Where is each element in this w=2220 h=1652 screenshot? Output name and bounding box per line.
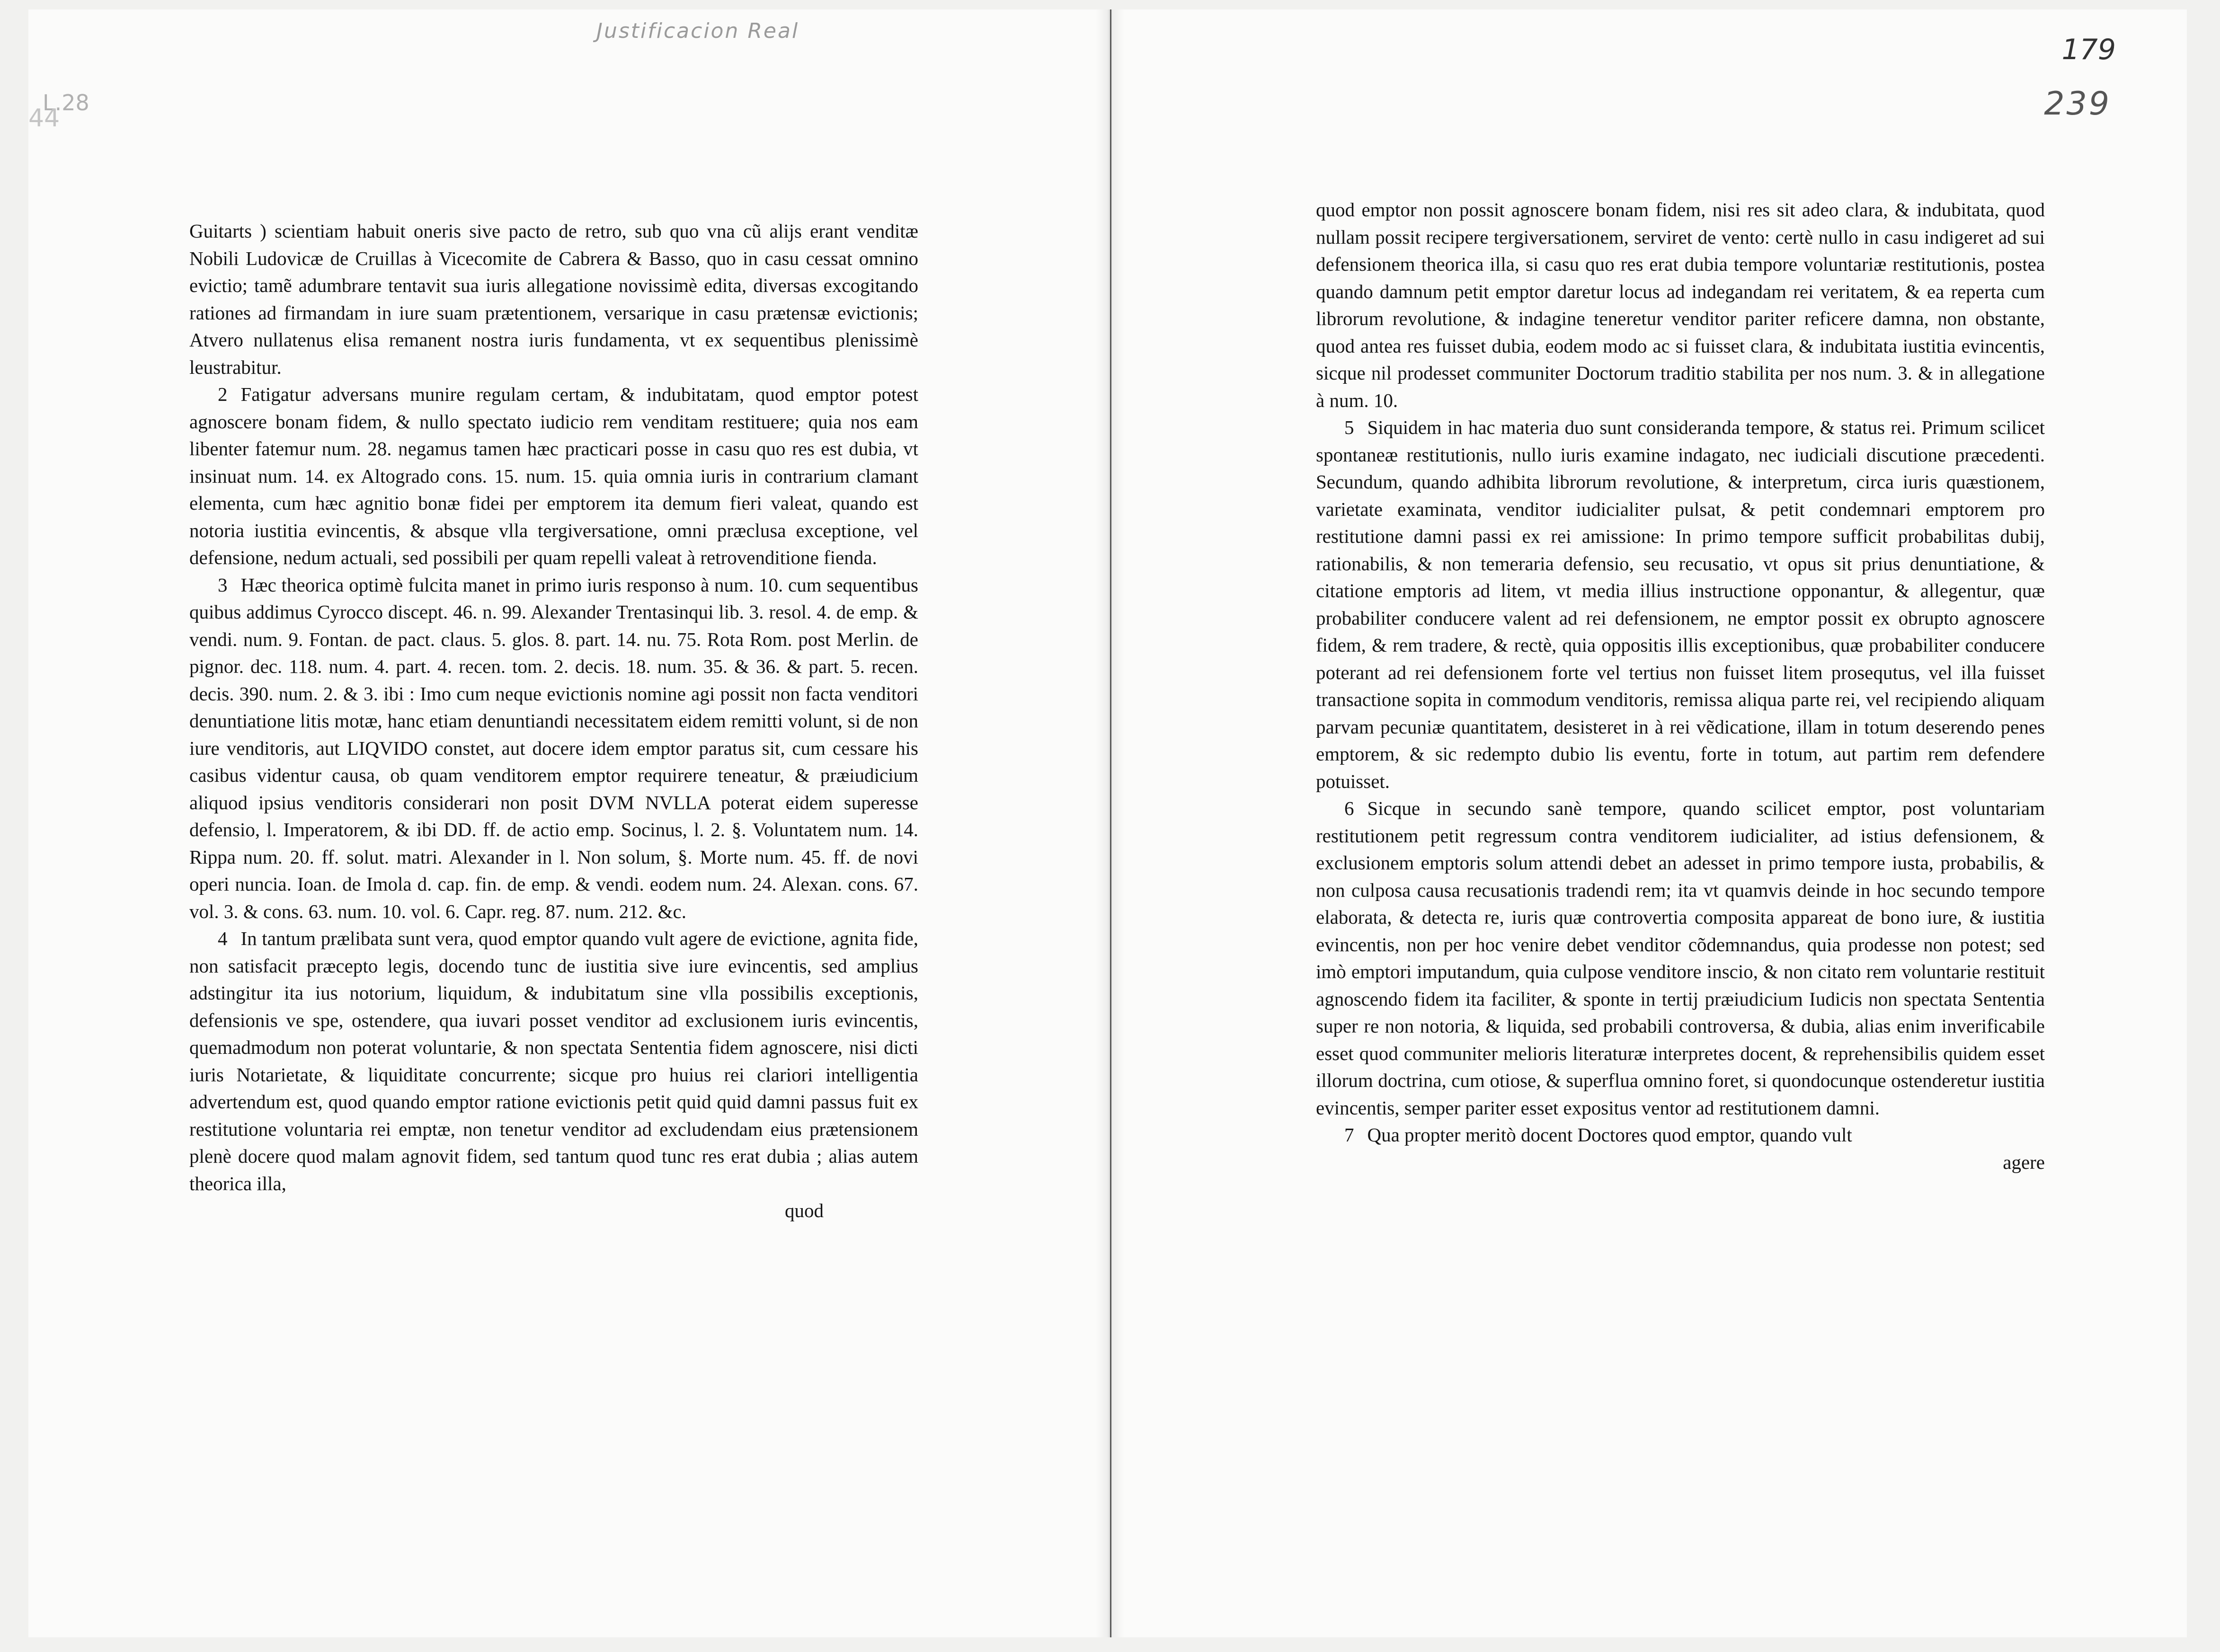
right-paragraph-3 bbox=[1316, 795, 2045, 1122]
left-paragraph-4 bbox=[189, 925, 918, 1197]
paragraph-number: 7 bbox=[1344, 1124, 1354, 1146]
paragraph-number: 6 bbox=[1344, 797, 1354, 819]
right-paragraph-1 bbox=[1316, 196, 2045, 414]
top-left-annotation: L.28 bbox=[43, 90, 89, 115]
left-paragraph-3 bbox=[189, 572, 918, 926]
left-page bbox=[189, 9, 918, 1637]
paragraph-text: Hæc theorica optimè fulcita manet in primo iuris responso à num. 10. cum sequentibus quibus addimus Cyrocco discept. 46. n. 99. Alexander Trentasinqui lib. 3. resol. 4. de emp. & vendi. num. 9. Fontan. de pact. claus. 5. glos. 8. part. 14. nu. 75. Rota Rom. post Merlin. de pignor. dec. 118. num. 4. part. 4. recen. tom. 2. decis. 18. num. 35. & 36. & part. 5. recen. decis. 390. num. 2. & 3. ibi : Imo cum neque evictionis nomine agi possit non facta venditori denuntiatione litis motæ, hanc etiam denuntiandi necessitatem eidem remitti volunt, si de non iure venditoris, aut LIQVIDO constet, aut docere idem emptor paratus sit, cum cessare his casibus videntur causa, ob quam venditorem emptor requirere teneatur, & præiudicium aliquod ipsius venditoris considerari non posit DVM NVLLA poterat eidem superesse defensio, l. Imperatorem, & ibi DD. ff. de actio emp. Socinus, l. 2. §. Voluntatem num. 14. Rippa num. 20. ff. solut. matri. Alexander in l. Non solum, §. Morte num. 45. ff. de novi operi nuncia. Ioan. de Imola d. cap. fin. de emp. & vendi. eodem num. 24. Alexan. cons. 67. vol. 3. & cons. 63. num. 10. vol. 6. Capr. reg. 87. num. 212. &c. bbox=[189, 574, 918, 922]
top-pencil-annotation: Justificacion Real bbox=[596, 19, 799, 43]
left-paragraph-2 bbox=[189, 381, 918, 572]
right-text-column bbox=[1316, 196, 2045, 1176]
paragraph-text: Qua propter meritò docent Doctores quod emptor, quando vult bbox=[1367, 1124, 1852, 1146]
left-catchword: quod bbox=[785, 1200, 824, 1221]
right-catchword: agere bbox=[2003, 1151, 2045, 1173]
right-paragraph-2 bbox=[1316, 414, 2045, 795]
right-paragraph-4 bbox=[1316, 1122, 2045, 1149]
folio-stamp: 179 bbox=[2061, 33, 2116, 66]
paragraph-number: 2 bbox=[218, 383, 228, 405]
paragraph-text: In tantum prælibata sunt vera, quod emptor quando vult agere de evictione, agnita fide, non satisfacit præcepto legis, docendo tunc de iustitia sive iure evincentis, sed amplius adstingitur ita ius notorium, liquidum, & indubitatum sine vlla possibilis exceptionis, defensionis ve spe, ostendere, qua iuvari posset venditor ad exclusionem iuris evincentis, quemadmodum non poterat voluntarie, & non spectata Sententia fidem agnoscere, nisi dicti iuris Notarietate, & liquiditate concurrente; sicque pro huius rei clariori intelligentia advertendum est, quod quando emptor ratione evictionis petit quid quid damni passus fuit ex restitutione voluntaria rei emptæ, non tenetur venditor ad excludendam eius prætensionem plenè docere quod malam agnovit fidem, sed tantum quod tunc res erat dubia ; alias autem theorica illa, bbox=[189, 928, 918, 1194]
paragraph-text: Sicque in secundo sanè tempore, quando scilicet emptor, post voluntariam restitutionem petit regressum contra venditorem iudicialiter, ad istius defensionem, & exclusionem emptoris solum attendi debet an adesset in primo tempore iusta, probabilis, & non culposa causa recusationis tradendi rem; ita vt quamvis deinde in hoc secundo tempore elaborata, & detecta re, iuris quæ controvertia composita appareat de bono iure, & iustitia evincentis, non per hoc venire debet venditor cõdemnandus, quia prodesse non potest; sed imò emptori imputandum, quia culpose venditore inscio, & non citato rem voluntarie restituit agnoscendo fidem ita faciliter, & sponte in tertij præiudicium Iudicis non spectata Sententia super re non notoria, & liquida, sed probabili controversa, & dubia, alias enim inverificabile esset quod communiter melioris literaturæ interpretes docent, & reprehensibilis quidem esset illorum doctrina, cum otiose, & superflua omnino foret, si quondocunque ostenderetur iustitia evincentis, semper pariter esset expositus ventor ad restitutionem damni. bbox=[1316, 797, 2045, 1119]
folio-number: 239 bbox=[2044, 85, 2111, 123]
paragraph-text: Fatigatur adversans munire regulam certam, & indubitatam, quod emptor potest agnoscere bonam fidem, & nullo spectato iudicio rem venditam restituere; quia nos eam libenter fatemur num. 28. negamus tamen hæc practicari posse in casu quo res est dubia, vt insinuat num. 14. ex Altogrado cons. 15. num. 15. quia omnia iuris in contrarium clamant elementa, cum hæc agnitio bonæ fidei per emptorem ita demum fieri valeat, quando est notoria iustitia evincentis, & absque vlla tergiversatione, omni præclusa exceptione, vel defensione, nedum actuali, sed possibili per quam repelli valeat à retrovenditione fienda. bbox=[189, 383, 918, 568]
left-paragraph-1 bbox=[189, 218, 918, 381]
paragraph-number: 3 bbox=[218, 574, 228, 596]
paragraph-text: Guitarts ) scientiam habuit oneris sive pacto de retro, sub quo vna cũ alijs erant venditæ Nobili Ludovicæ de Cruillas à Vicecomite de Cabrera & Basso, quo in casu cessat omnino evictio; tamẽ adumbrare tentavit sua iuris allegatione novissimè edita, diversas excogitando rationes ad firmandam in iure suam prætentionem, versarique in casu prætensæ evictionis; Atvero nullatenus elisa remanent nostra iuris fundamenta, vt ex sequentibus plenissimè leustrabitur. bbox=[189, 220, 918, 378]
paragraph-number: 4 bbox=[218, 928, 228, 949]
gutter-fold-line bbox=[1110, 9, 1111, 1637]
right-page bbox=[1316, 9, 2045, 1637]
left-edge-annotation: 44 bbox=[28, 104, 60, 133]
paragraph-text: quod emptor non possit agnoscere bonam fidem, nisi res sit adeo clara, & indubitata, quod nullam possit recipere tergiversationem, serviret de vento: certè nullo in casu indigeret ad sui defensionem theorica illa, si casu quo res erat dubia tempore voluntariæ restitutionis, postea quando damnum petit emptor daretur locus ad indegandam rei veritatem, & ea reperta cum librorum revolutione, & indagine teneretur venditor pariter reficere damna, non obstante, quod antea res fuisset dubia, eodem modo ac si fuisset clara, & indubitata iustitia evincentis, sicque nil prodesset communiter Doctorum traditio stabilita per nos num. 3. & in allegatione à num. 10. bbox=[1316, 199, 2045, 411]
book-spread bbox=[28, 9, 2187, 1637]
paragraph-text: Siquidem in hac materia duo sunt consideranda tempore, & status rei. Primum scilicet spontaneæ restitutionis, nullo iuris examine indagato, nec iudiciali discutione præcedenti. Secundum, quando adhibita librorum revolutione, & interpretum, circa iuris quæstionem, varietate examinata, venditor iudicialiter pulsat, & petit condemnari emptorem pro restitutione damni passi ex rei amissione: In primo tempore sufficit probabilitas dubij, rationabilis, & non temeraria defensio, seu recusatio, vt opus sit prius denuntiatione, & citatione emptoris ad litem, vt media illius instructione opponantur, & allegentur, quæ probabiliter conducere valent ad rei defensionem, ne emptor possit ex obrupto agnoscere fidem, & rem tradere, & rectè, quia oppositis illis exceptionibus, quæ probabiliter conducere poterant ad rei defensionem forte vel tertius non fuisset litem prosequtus, vel illa fuisset transactione sopita in commodum venditoris, remissa aliqua parte rei, vel recipiendo aliquam parvam pecuniæ quantitatem, desisteret in à rei vẽdicatione, illam in totum deserendo penes emptorem, & sic redempto dubio lis eventu, forte in totum, aut partim rem defendere potuisset. bbox=[1316, 416, 2045, 792]
paragraph-number: 5 bbox=[1344, 416, 1354, 438]
left-text-column bbox=[189, 218, 918, 1225]
